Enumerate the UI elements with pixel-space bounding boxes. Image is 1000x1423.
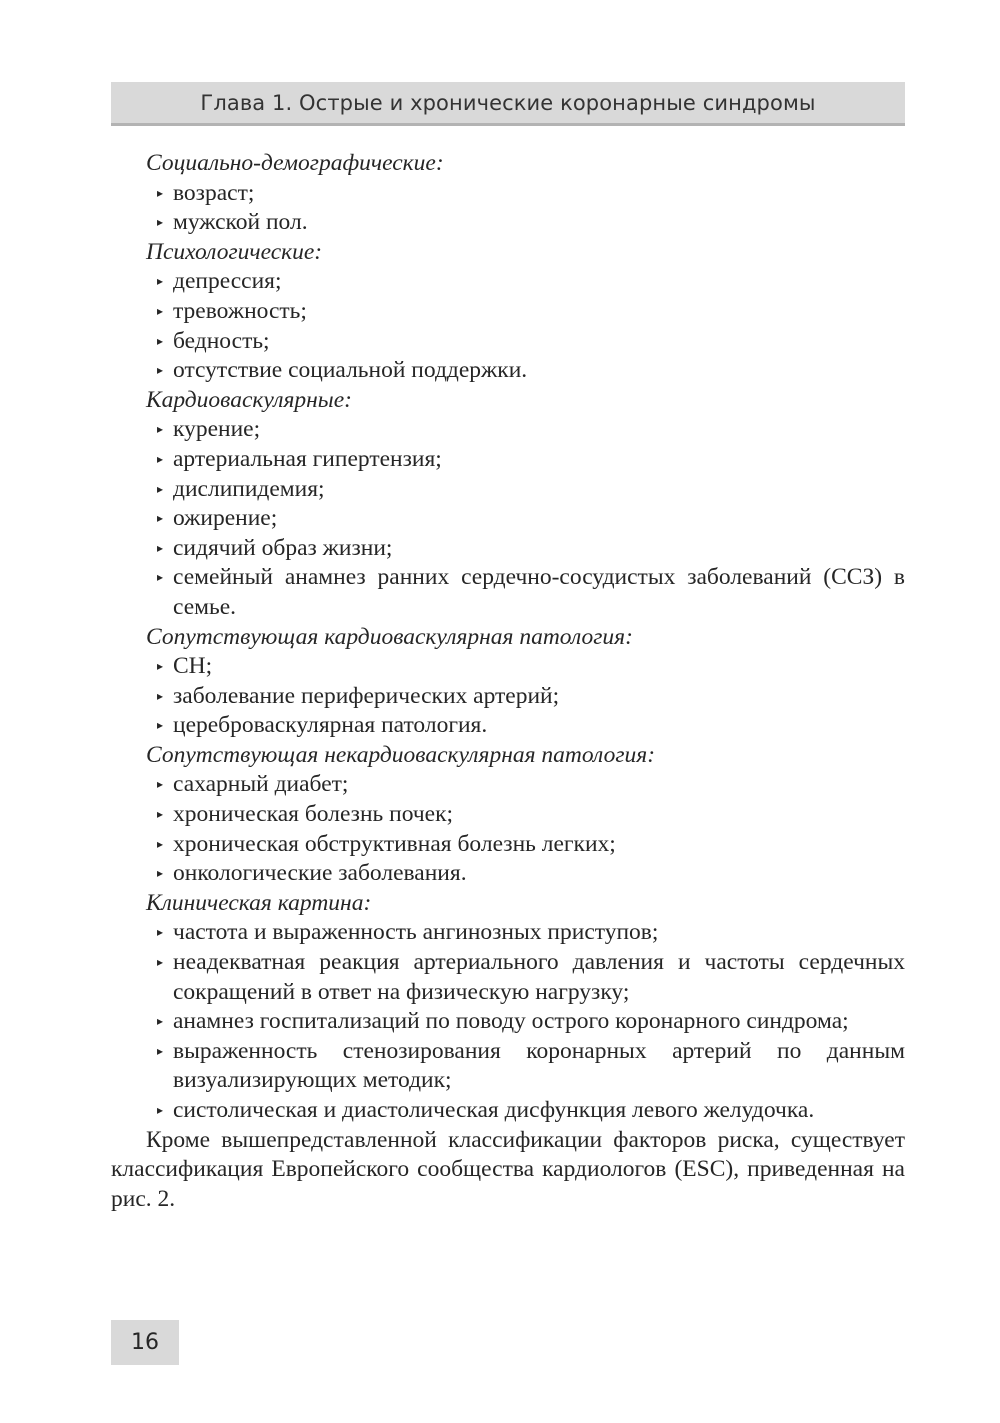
list-item bbox=[111, 830, 905, 860]
bullet-icon: ▸ bbox=[157, 540, 164, 555]
list-item bbox=[111, 504, 905, 534]
bullet-list bbox=[111, 267, 905, 385]
bullet-icon: ▸ bbox=[157, 451, 164, 466]
list-item bbox=[111, 327, 905, 357]
list-item bbox=[111, 356, 905, 386]
list-item-text: заболевание периферических артерий; bbox=[173, 682, 560, 709]
list-item-text: систолическая и диастолическая дисфункция левого желудочка. bbox=[173, 1097, 815, 1123]
bullet-icon: ▸ bbox=[157, 422, 164, 437]
list-item bbox=[111, 918, 905, 948]
list-item bbox=[111, 563, 905, 622]
bullet-icon: ▸ bbox=[157, 481, 164, 496]
list-item-text: сидячий образ жизни; bbox=[173, 534, 393, 561]
page-body bbox=[111, 149, 905, 1214]
list-item-text: цереброваскулярная патология. bbox=[173, 712, 488, 739]
bullet-icon: ▸ bbox=[157, 511, 164, 526]
section-title: Сопутствующая некардиоваскулярная патология: bbox=[146, 741, 656, 768]
bullet-icon: ▸ bbox=[157, 333, 164, 348]
bullet-icon: ▸ bbox=[157, 955, 164, 970]
list-item-text: курение; bbox=[173, 416, 261, 443]
list-item-text: выраженность стенозирования коронарных артерий по данным визуализирующих методик; bbox=[173, 1037, 905, 1094]
list-item-text: сахарный диабет; bbox=[173, 771, 349, 798]
bullet-list bbox=[111, 652, 905, 741]
list-item bbox=[111, 1037, 905, 1096]
list-item bbox=[111, 1096, 905, 1126]
list-item-text: неадекватная реакция артериального давления и частоты сердечных сокращений в ответ на физическую нагрузку; bbox=[173, 949, 905, 1005]
list-item-text: анамнез госпитализаций по поводу острого коронарного синдрома; bbox=[173, 1008, 849, 1035]
list-item bbox=[111, 534, 905, 564]
list-item-text: депрессия; bbox=[173, 268, 282, 295]
list-item bbox=[111, 948, 905, 1007]
list-item bbox=[111, 652, 905, 682]
list-item bbox=[111, 475, 905, 505]
list-item bbox=[111, 297, 905, 327]
list-item-text: СН; bbox=[173, 653, 213, 680]
bullet-list bbox=[111, 415, 905, 622]
list-item-text: бедность; bbox=[173, 327, 270, 354]
page-number-text: 16 bbox=[131, 1330, 159, 1355]
bullet-list bbox=[111, 179, 905, 238]
list-item bbox=[111, 711, 905, 741]
list-item-text: возраст; bbox=[173, 179, 255, 206]
list-item-text: отсутствие социальной поддержки. bbox=[173, 357, 528, 384]
section-title: Социально-демографические: bbox=[146, 150, 444, 176]
bullet-icon: ▸ bbox=[157, 570, 164, 585]
bullet-icon: ▸ bbox=[157, 866, 164, 881]
list-item-text: частота и выраженность ангинозных приступов; bbox=[173, 919, 659, 946]
list-item bbox=[111, 208, 905, 238]
list-item-text: хроническая обструктивная болезнь легких; bbox=[173, 830, 616, 857]
list-item-text: тревожность; bbox=[173, 297, 307, 324]
bullet-icon: ▸ bbox=[157, 274, 164, 289]
bullet-icon: ▸ bbox=[157, 363, 164, 378]
body-paragraph: Кроме вышепредставленной классификации факторов риска, существует классификация Европейского сообщества кардиологов (ESC), приведенная на рис. 2. bbox=[111, 1126, 905, 1212]
list-item bbox=[111, 770, 905, 800]
bullet-icon: ▸ bbox=[157, 688, 164, 703]
bullet-list bbox=[111, 770, 905, 888]
list-item bbox=[111, 800, 905, 830]
bullet-icon: ▸ bbox=[157, 777, 164, 792]
list-item-text: семейный анамнез ранних сердечно-сосудистых заболеваний (ССЗ) в семье. bbox=[173, 564, 905, 620]
list-item bbox=[111, 179, 905, 209]
bullet-icon: ▸ bbox=[157, 215, 164, 230]
section-title: Психологические: bbox=[146, 238, 323, 265]
bullet-list bbox=[111, 918, 905, 1125]
list-item-text: мужской пол. bbox=[173, 209, 308, 236]
page-number bbox=[111, 1320, 179, 1365]
section-title: Кардиоваскулярные: bbox=[146, 386, 352, 413]
list-item-text: онкологические заболевания. bbox=[173, 860, 467, 887]
list-item bbox=[111, 445, 905, 475]
section-title: Сопутствующая кардиоваскулярная патология: bbox=[146, 623, 633, 650]
bullet-icon: ▸ bbox=[157, 1043, 164, 1058]
bullet-icon: ▸ bbox=[157, 807, 164, 822]
bullet-icon: ▸ bbox=[157, 718, 164, 733]
running-header bbox=[111, 82, 905, 126]
list-item bbox=[111, 415, 905, 445]
bullet-icon: ▸ bbox=[157, 303, 164, 318]
list-item bbox=[111, 859, 905, 889]
bullet-icon: ▸ bbox=[157, 1103, 164, 1117]
list-item-text: дислипидемия; bbox=[173, 475, 325, 502]
list-item-text: хроническая болезнь почек; bbox=[173, 801, 454, 828]
bullet-icon: ▸ bbox=[157, 185, 164, 200]
section-title: Клиническая картина: bbox=[146, 889, 372, 916]
list-item bbox=[111, 1007, 905, 1037]
list-item-text: артериальная гипертензия; bbox=[173, 445, 442, 472]
bullet-icon: ▸ bbox=[157, 659, 164, 674]
bullet-icon: ▸ bbox=[157, 836, 164, 851]
bullet-icon: ▸ bbox=[157, 925, 164, 940]
list-item bbox=[111, 267, 905, 297]
list-item-text: ожирение; bbox=[173, 505, 278, 532]
bullet-icon: ▸ bbox=[157, 1014, 164, 1029]
list-item bbox=[111, 682, 905, 712]
chapter-title: Глава 1. Острые и хронические коронарные синдромы bbox=[200, 90, 816, 115]
